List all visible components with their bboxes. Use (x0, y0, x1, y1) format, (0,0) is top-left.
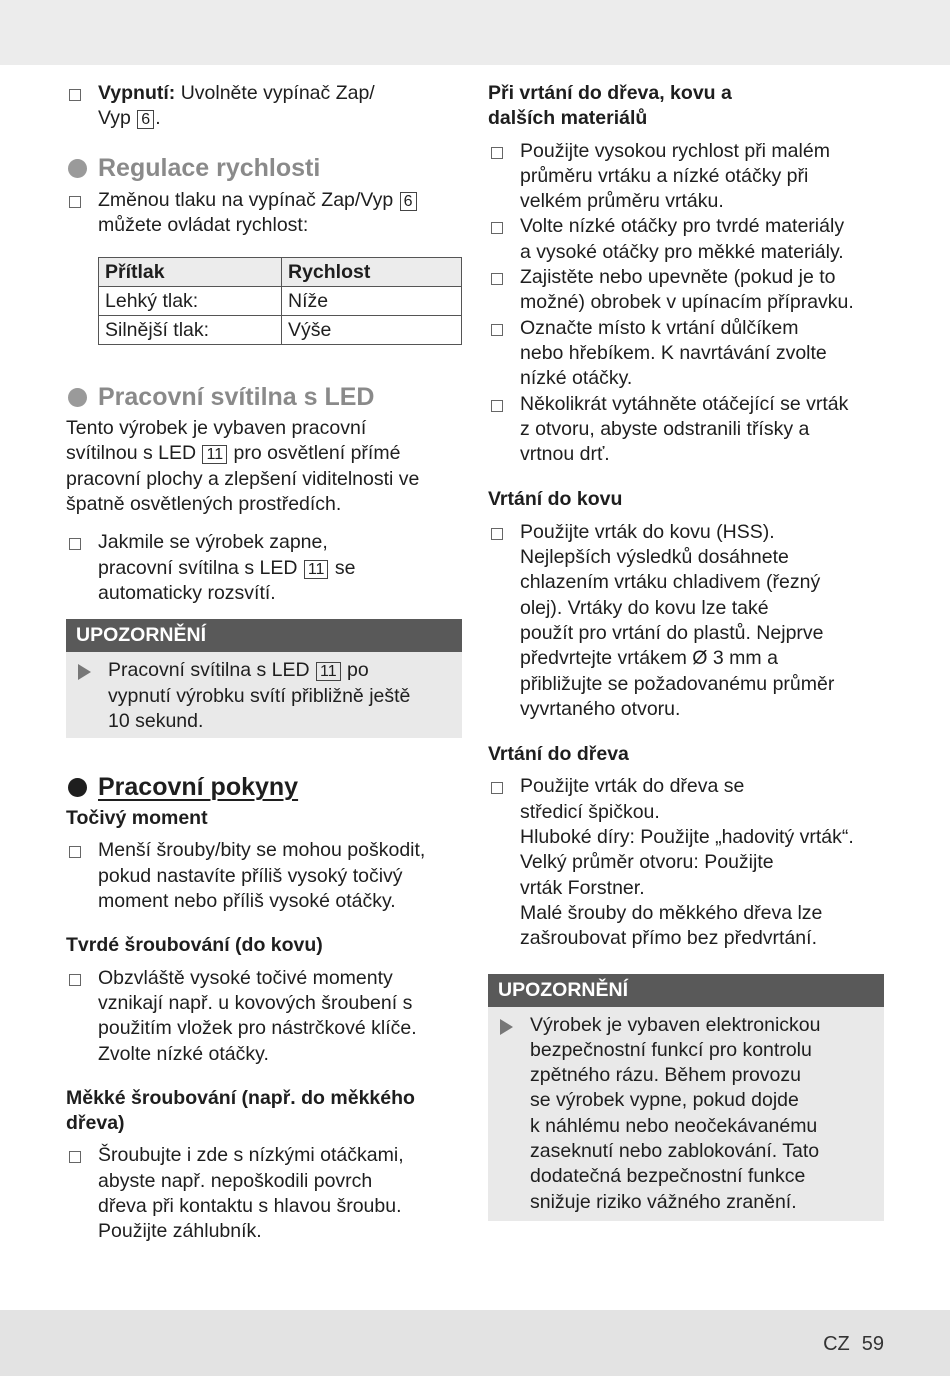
notice-title: UPOZORNĚNÍ (488, 974, 884, 1007)
text: vypnutí výrobku svítí přibližně ještě (108, 684, 411, 707)
list-item-torque (66, 838, 466, 914)
table-header: Rychlost (282, 258, 462, 287)
text: bezpečnostní funkcí pro kontrolu (530, 1038, 812, 1061)
ref-number: 11 (304, 560, 329, 579)
language-code: CZ (823, 1333, 850, 1355)
subheading-torque: Točivý moment (66, 807, 208, 830)
page-footer (823, 1332, 884, 1357)
text: Použijte vysokou rychlost při malém (520, 139, 830, 162)
text: pro osvětlení přímé (228, 442, 401, 465)
list-item (488, 139, 888, 215)
checkbox-bullet-icon (491, 400, 503, 412)
text: pracovní svítilna s LED (98, 556, 303, 579)
text: moment nebo příliš vysoké otáčky. (98, 890, 396, 913)
text: Zajistěte nebo upevněte (pokud je to (520, 266, 836, 289)
text: zašroubovat přímo bez předvrtání. (520, 927, 817, 950)
section-heading-work (66, 772, 466, 802)
checkbox-bullet-icon (69, 89, 81, 101)
text: možné) obrobek v upínacím přípravku. (520, 291, 854, 314)
subheading-hard: Tvrdé šroubování (do kovu) (66, 934, 323, 957)
text: automaticky rozsvítí. (98, 581, 276, 604)
notice-body (66, 652, 462, 738)
heading-text: Pracovní pokyny (98, 773, 299, 802)
text: se výrobek vypne, pokud dojde (530, 1089, 799, 1112)
text: 10 sekund. (108, 709, 204, 732)
text: zpětného rázu. Během provozu (530, 1064, 802, 1087)
checkbox-bullet-icon (69, 196, 81, 208)
ref-number: 11 (202, 445, 227, 464)
circle-bullet-icon (68, 159, 87, 178)
left-column (66, 80, 466, 1245)
checkbox-bullet-icon (491, 273, 503, 285)
checkbox-bullet-icon (69, 974, 81, 986)
text: vrták Forstner. (520, 876, 645, 899)
top-bar (0, 0, 950, 65)
subheading-soft (66, 1086, 466, 1137)
circle-bullet-icon (68, 388, 87, 407)
text: Šroubujte i zde s nízkými otáčkami, (98, 1144, 404, 1167)
checkbox-bullet-icon (491, 147, 503, 159)
speed-table (98, 257, 462, 345)
table-header-row (99, 258, 462, 287)
list-item (488, 392, 888, 468)
text: Jakmile se výrobek zapne, (98, 531, 328, 554)
text: Uvolněte vypínač Zap/ (175, 82, 375, 104)
page-number: 59 (861, 1333, 884, 1355)
text: a vysoké otáčky pro měkké materiály. (520, 240, 844, 263)
text: Označte místo k vrtání důlčíkem (520, 316, 799, 339)
text: Hluboké díry: Použijte „hadovitý vrták“. (520, 826, 854, 849)
text: předvrtejte vrtákem Ø 3 mm a (520, 647, 778, 670)
text: po (341, 659, 369, 682)
list-item-led (66, 530, 466, 606)
text: snižuje riziko vážného zranění. (530, 1190, 797, 1213)
ref-number: 11 (316, 662, 341, 681)
list-item-wood (488, 774, 888, 951)
text: chlazením vrtáku chladivem (řezný (520, 571, 821, 594)
text: abyste např. nepoškodili povrch (98, 1169, 373, 1192)
text: svítilnou s LED (66, 442, 202, 465)
text: vrtnou drť. (520, 443, 610, 466)
text: Menší šrouby/bity se mohou poškodit, (98, 839, 426, 862)
notice-body (488, 1007, 884, 1221)
text: špatně osvětlených prostředích. (66, 493, 342, 516)
text: středicí špičkou. (520, 800, 660, 823)
text: dalších materiálů (488, 107, 648, 130)
checkbox-bullet-icon (69, 846, 81, 858)
text: Použijte vrták do kovu (HSS). (520, 520, 775, 543)
led-paragraph (66, 416, 466, 517)
text: pracovní plochy a zlepšení viditelnosti ve (66, 467, 420, 490)
text: Zvolte nízké otáčky. (98, 1042, 269, 1065)
text: Měkké šroubování (např. do měkkého (66, 1086, 415, 1109)
table-cell: Níže (282, 287, 462, 316)
text: zaseknutí nebo zablokování. Tato (530, 1139, 820, 1162)
list-item (488, 316, 888, 392)
text: vznikají např. u kovových šroubení s (98, 991, 413, 1014)
triangle-bullet-icon (78, 664, 91, 680)
list-item (488, 265, 888, 316)
subheading-wood: Vrtání do dřeva (488, 743, 629, 766)
table-cell: Výše (282, 316, 462, 345)
list-item-metal (488, 520, 888, 722)
text: velkém průměru vrtáku. (520, 190, 724, 213)
checkbox-bullet-icon (491, 782, 503, 794)
triangle-bullet-icon (500, 1019, 513, 1035)
text: Použijte záhlubník. (98, 1220, 262, 1243)
text: Při vrtání do dřeva, kovu a (488, 82, 732, 104)
section-heading-speed (66, 153, 466, 183)
text: Volte nízké otáčky pro tvrdé materiály (520, 215, 845, 238)
heading-text: Regulace rychlosti (98, 153, 321, 182)
text: Výrobek je vybaven elektronickou (530, 1013, 821, 1036)
text: můžete ovládat rychlost: (98, 213, 309, 236)
text: . (155, 107, 161, 130)
text: Vyp (98, 107, 137, 130)
right-column (488, 80, 888, 1221)
text: použít pro vrtání do plastů. Nejprve (520, 621, 824, 644)
text: Malé šrouby do měkkého dřeva lze (520, 901, 823, 924)
circle-bullet-icon (68, 778, 87, 797)
notice-title: UPOZORNĚNÍ (66, 619, 462, 652)
text: Tento výrobek je vybaven pracovní (66, 417, 367, 440)
bottom-bar (0, 1310, 950, 1376)
text: nízké otáčky. (520, 367, 633, 390)
subheading-metal: Vrtání do kovu (488, 488, 623, 511)
text: se (329, 556, 356, 579)
text: dodatečná bezpečnostní funkce (530, 1165, 806, 1188)
list-item-off (66, 81, 466, 132)
text: pokud nastavíte příliš vysoký točivý (98, 864, 403, 887)
text: olej). Vrtáky do kovu lze také (520, 596, 769, 619)
list-item-speed (66, 188, 466, 239)
table-row (99, 316, 462, 345)
text: vyvrtaného otvoru. (520, 697, 681, 720)
text: použitím vložek pro nástrčkové klíče. (98, 1017, 417, 1040)
checkbox-bullet-icon (491, 222, 503, 234)
heading-text: Pracovní svítilna s LED (98, 383, 375, 412)
text: k náhlému nebo neočekávanému (530, 1114, 818, 1137)
checkbox-bullet-icon (69, 538, 81, 550)
checkbox-bullet-icon (491, 528, 503, 540)
section-heading-led (66, 382, 466, 412)
notice-box (66, 619, 462, 738)
text: dřeva) (66, 1112, 125, 1135)
text: Změnou tlaku na vypínač Zap/Vyp (98, 188, 399, 211)
table-cell: Lehký tlak: (99, 287, 282, 316)
text: z otvoru, abyste odstranili třísky a (520, 417, 810, 440)
checkbox-bullet-icon (69, 1151, 81, 1163)
ref-number: 6 (400, 192, 417, 211)
text: průměru vrtáku a nízké otáčky při (520, 164, 809, 187)
table-cell: Silnější tlak: (99, 316, 282, 345)
list-item (488, 214, 888, 265)
ref-number: 6 (137, 110, 154, 129)
subheading-drilling (488, 81, 888, 132)
text: dřeva při kontaktu s hlavou šroubu. (98, 1195, 402, 1218)
bold-label: Vypnutí: (98, 82, 176, 104)
notice-box (488, 974, 884, 1221)
table-header: Přítlak (99, 258, 282, 287)
text: Použijte vrták do dřeva se (520, 775, 745, 798)
list-item-hard (66, 966, 466, 1067)
text: Nejlepších výsledků dosáhnete (520, 546, 789, 569)
checkbox-bullet-icon (491, 324, 503, 336)
text: Velký průměr otvoru: Použijte (520, 851, 774, 874)
text: Obzvláště vysoké točivé momenty (98, 966, 393, 989)
text: přibližujte se požadovanému průměr (520, 672, 835, 695)
text: nebo hřebíkem. K navrtávání zvolte (520, 341, 827, 364)
table-row (99, 287, 462, 316)
text: Několikrát vytáhněte otáčející se vrták (520, 392, 849, 415)
text: Pracovní svítilna s LED (108, 659, 315, 682)
list-item-soft (66, 1143, 466, 1244)
